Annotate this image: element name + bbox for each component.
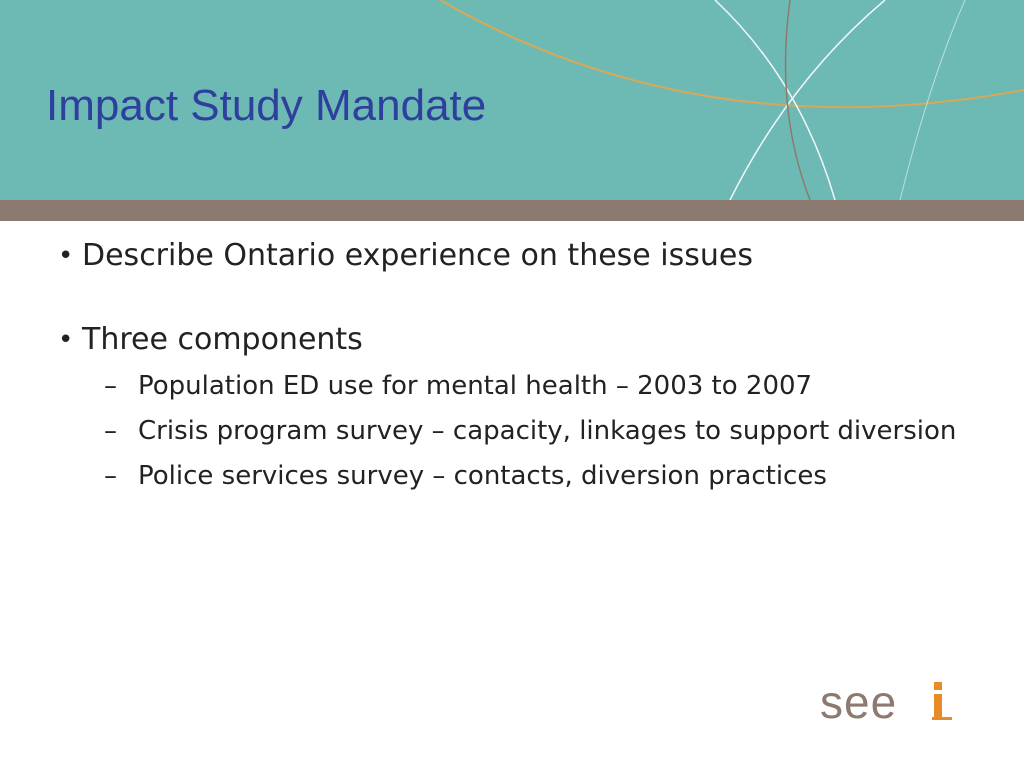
dash-mark: – xyxy=(104,416,117,446)
sub-item-text: Population ED use for mental health – 2003 to 2007 xyxy=(138,371,813,401)
bullet-item xyxy=(58,236,978,276)
bullet-item xyxy=(58,320,978,360)
slide-title: Impact Study Mandate xyxy=(46,81,487,130)
slide-content xyxy=(58,236,978,503)
white-curve-right xyxy=(730,0,885,200)
bullet-text: Describe Ontario experience on these issues xyxy=(82,238,753,273)
dash-mark: – xyxy=(104,461,117,491)
bullet-text: Three components xyxy=(82,322,363,357)
brown-curve xyxy=(786,0,811,200)
sub-item-text: Police services survey – contacts, diversion practices xyxy=(138,461,827,491)
sub-list xyxy=(58,368,978,494)
header-divider-bar xyxy=(0,200,1024,221)
sub-item xyxy=(104,368,978,404)
svg-text:see: see xyxy=(820,676,898,724)
spacer xyxy=(58,276,978,320)
bullet-mark: • xyxy=(58,241,74,271)
dash-mark: – xyxy=(104,371,117,401)
sub-item xyxy=(104,413,978,449)
bullet-mark: • xyxy=(58,325,74,355)
sub-item-text: Crisis program survey – capacity, linkages to support diversion xyxy=(138,416,957,446)
seei-logo xyxy=(820,676,964,724)
sub-item xyxy=(104,458,978,494)
